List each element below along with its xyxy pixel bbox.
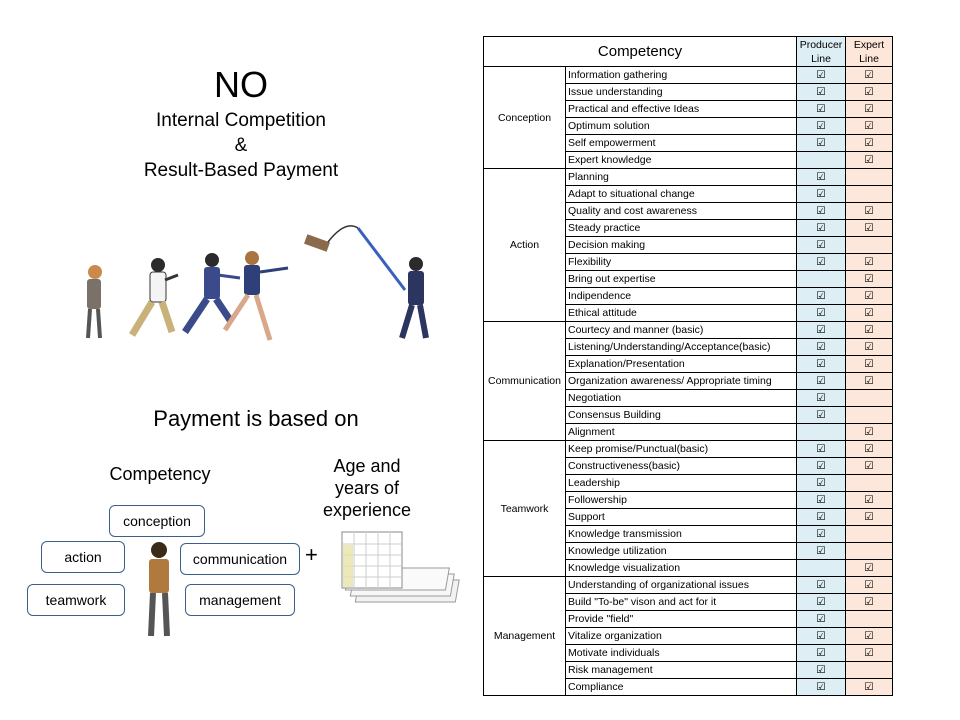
producer-check-cell: ☑ xyxy=(797,594,846,611)
producer-check-cell: ☑ xyxy=(797,526,846,543)
expert-check-cell: ☑ xyxy=(846,322,893,339)
producer-check-cell: ☑ xyxy=(797,118,846,135)
producer-check-cell: ☑ xyxy=(797,101,846,118)
expert-check-cell: ☑ xyxy=(846,118,893,135)
producer-check-cell: ☑ xyxy=(797,186,846,203)
competency-heading: Competency xyxy=(109,464,211,484)
category-cell: Management xyxy=(484,577,566,696)
expert-header-line1: Expert xyxy=(853,38,885,51)
competency-item: Knowledge visualization xyxy=(566,560,797,577)
expert-check-cell: ☑ xyxy=(846,577,893,594)
competency-item: Build "To-be" vison and act for it xyxy=(566,594,797,611)
expert-check-cell: ☑ xyxy=(846,594,893,611)
producer-check-cell: ☑ xyxy=(797,305,846,322)
table-row xyxy=(484,169,893,186)
competency-item: Flexibility xyxy=(566,254,797,271)
expert-check-cell: ☑ xyxy=(846,220,893,237)
competency-item: Risk management xyxy=(566,662,797,679)
producer-check-cell: ☑ xyxy=(797,203,846,220)
expert-header-line2: Line xyxy=(859,52,879,65)
expert-check-cell: ☑ xyxy=(846,679,893,696)
competency-item: Ethical attitude xyxy=(566,305,797,322)
ampersand-text: & xyxy=(234,135,248,156)
competency-item: Adapt to situational change xyxy=(566,186,797,203)
expert-check-cell: ☑ xyxy=(846,492,893,509)
competency-item: Followership xyxy=(566,492,797,509)
competency-item: Knowledge utilization xyxy=(566,543,797,560)
producer-check-cell: ☑ xyxy=(797,67,846,84)
table-row xyxy=(484,441,893,458)
fisherman-figure xyxy=(304,226,426,338)
competency-item: Keep promise/Punctual(basic) xyxy=(566,441,797,458)
competency-table xyxy=(483,36,893,696)
producer-check-cell: ☑ xyxy=(797,441,846,458)
expert-check-cell: ☑ xyxy=(846,424,893,441)
expert-check-cell: ☑ xyxy=(846,339,893,356)
competency-item: Practical and effective Ideas xyxy=(566,101,797,118)
expert-check-cell: ☑ xyxy=(846,135,893,152)
competency-item: Listening/Understanding/Acceptance(basic) xyxy=(566,339,797,356)
expert-check-cell: ☑ xyxy=(846,84,893,101)
competency-item: Support xyxy=(566,509,797,526)
expert-check-cell xyxy=(846,390,893,407)
producer-header-line2: Line xyxy=(811,52,831,65)
competency-item: Motivate individuals xyxy=(566,645,797,662)
expert-check-cell xyxy=(846,475,893,492)
competency-item: Negotiation xyxy=(566,390,797,407)
competency-item: Expert knowledge xyxy=(566,152,797,169)
internal-competition-text: Internal Competition xyxy=(155,110,327,131)
calendar-icon xyxy=(338,530,473,610)
producer-check-cell: ☑ xyxy=(797,84,846,101)
producer-check-cell: ☑ xyxy=(797,509,846,526)
expert-check-cell: ☑ xyxy=(846,203,893,220)
producer-check-cell: ☑ xyxy=(797,356,846,373)
result-based-payment-text: Result-Based Payment xyxy=(143,160,339,181)
expert-check-cell: ☑ xyxy=(846,305,893,322)
competency-item: Planning xyxy=(566,169,797,186)
competency-item: Vitalize organization xyxy=(566,628,797,645)
competency-item: Quality and cost awareness xyxy=(566,203,797,220)
category-cell: Communication xyxy=(484,322,566,441)
producer-check-cell: ☑ xyxy=(797,135,846,152)
producer-check-cell: ☑ xyxy=(797,254,846,271)
competency-item: Explanation/Presentation xyxy=(566,356,797,373)
producer-check-cell: ☑ xyxy=(797,662,846,679)
pill-conception: conception xyxy=(109,505,205,537)
producer-check-cell: ☑ xyxy=(797,577,846,594)
runner-figure-3 xyxy=(225,251,288,340)
expert-check-cell xyxy=(846,662,893,679)
producer-header-line1: Producer xyxy=(799,38,843,51)
competency-item: Organization awareness/ Appropriate timing xyxy=(566,373,797,390)
competency-item: Indipendence xyxy=(566,288,797,305)
producer-check-cell: ☑ xyxy=(797,475,846,492)
competency-item: Decision making xyxy=(566,237,797,254)
pill-communication: communication xyxy=(180,543,300,575)
competency-item: Courtecy and manner (basic) xyxy=(566,322,797,339)
competency-item: Constructiveness(basic) xyxy=(566,458,797,475)
expert-check-cell: ☑ xyxy=(846,67,893,84)
category-cell: Conception xyxy=(484,67,566,169)
expert-check-cell: ☑ xyxy=(846,628,893,645)
competency-item: Leadership xyxy=(566,475,797,492)
employee-figure xyxy=(138,540,180,640)
race-illustration xyxy=(60,220,440,350)
producer-check-cell: ☑ xyxy=(797,679,846,696)
producer-check-cell: ☑ xyxy=(797,288,846,305)
producer-check-cell: ☑ xyxy=(797,492,846,509)
producer-check-cell: ☑ xyxy=(797,237,846,254)
age-line-3: experience xyxy=(322,500,412,520)
producer-check-cell: ☑ xyxy=(797,628,846,645)
category-cell: Action xyxy=(484,169,566,322)
expert-check-cell: ☑ xyxy=(846,441,893,458)
expert-check-cell: ☑ xyxy=(846,152,893,169)
expert-check-cell: ☑ xyxy=(846,271,893,288)
table-body xyxy=(484,67,893,696)
expert-check-cell xyxy=(846,237,893,254)
producer-check-cell xyxy=(797,424,846,441)
producer-check-cell xyxy=(797,271,846,288)
competency-item: Compliance xyxy=(566,679,797,696)
competency-item: Issue understanding xyxy=(566,84,797,101)
table-row xyxy=(484,577,893,594)
plus-sign: + xyxy=(305,542,318,567)
expert-check-cell: ☑ xyxy=(846,560,893,577)
producer-check-cell: ☑ xyxy=(797,220,846,237)
producer-check-cell: ☑ xyxy=(797,645,846,662)
competency-item: Self empowerment xyxy=(566,135,797,152)
table-header-producer xyxy=(797,37,846,67)
producer-check-cell: ☑ xyxy=(797,611,846,628)
expert-check-cell xyxy=(846,407,893,424)
producer-check-cell: ☑ xyxy=(797,373,846,390)
competency-item: Alignment xyxy=(566,424,797,441)
competency-item: Consensus Building xyxy=(566,407,797,424)
producer-check-cell: ☑ xyxy=(797,322,846,339)
expert-check-cell: ☑ xyxy=(846,356,893,373)
competency-item: Optimum solution xyxy=(566,118,797,135)
age-line-1: Age and xyxy=(333,456,401,476)
competency-item: Understanding of organizational issues xyxy=(566,577,797,594)
expert-check-cell: ☑ xyxy=(846,458,893,475)
producer-check-cell: ☑ xyxy=(797,169,846,186)
competency-item: Steady practice xyxy=(566,220,797,237)
table-row xyxy=(484,67,893,84)
expert-check-cell: ☑ xyxy=(846,288,893,305)
competency-item: Knowledge transmission xyxy=(566,526,797,543)
producer-check-cell: ☑ xyxy=(797,339,846,356)
no-title: NO xyxy=(214,64,268,105)
expert-check-cell: ☑ xyxy=(846,101,893,118)
producer-check-cell xyxy=(797,560,846,577)
age-experience-heading xyxy=(312,455,422,521)
competency-item: Provide "field" xyxy=(566,611,797,628)
table-row xyxy=(484,322,893,339)
category-cell: Teamwork xyxy=(484,441,566,577)
competency-item: Information gathering xyxy=(566,67,797,84)
expert-check-cell: ☑ xyxy=(846,509,893,526)
expert-check-cell xyxy=(846,169,893,186)
expert-check-cell xyxy=(846,526,893,543)
expert-check-cell xyxy=(846,186,893,203)
table-header-competency: Competency xyxy=(484,37,797,67)
tired-person-figure xyxy=(87,265,102,338)
producer-check-cell: ☑ xyxy=(797,407,846,424)
competency-item: Bring out expertise xyxy=(566,271,797,288)
producer-check-cell xyxy=(797,152,846,169)
producer-check-cell: ☑ xyxy=(797,390,846,407)
producer-check-cell: ☑ xyxy=(797,543,846,560)
age-line-2: years of xyxy=(334,478,400,498)
runner-figure-1 xyxy=(132,258,178,335)
pill-action: action xyxy=(41,541,125,573)
expert-check-cell: ☑ xyxy=(846,254,893,271)
expert-check-cell: ☑ xyxy=(846,373,893,390)
expert-check-cell xyxy=(846,611,893,628)
table-header-expert xyxy=(846,37,893,67)
pill-management: management xyxy=(185,584,295,616)
expert-check-cell: ☑ xyxy=(846,645,893,662)
expert-check-cell xyxy=(846,543,893,560)
pill-teamwork: teamwork xyxy=(27,584,125,616)
payment-heading: Payment is based on xyxy=(153,406,359,431)
producer-check-cell: ☑ xyxy=(797,458,846,475)
